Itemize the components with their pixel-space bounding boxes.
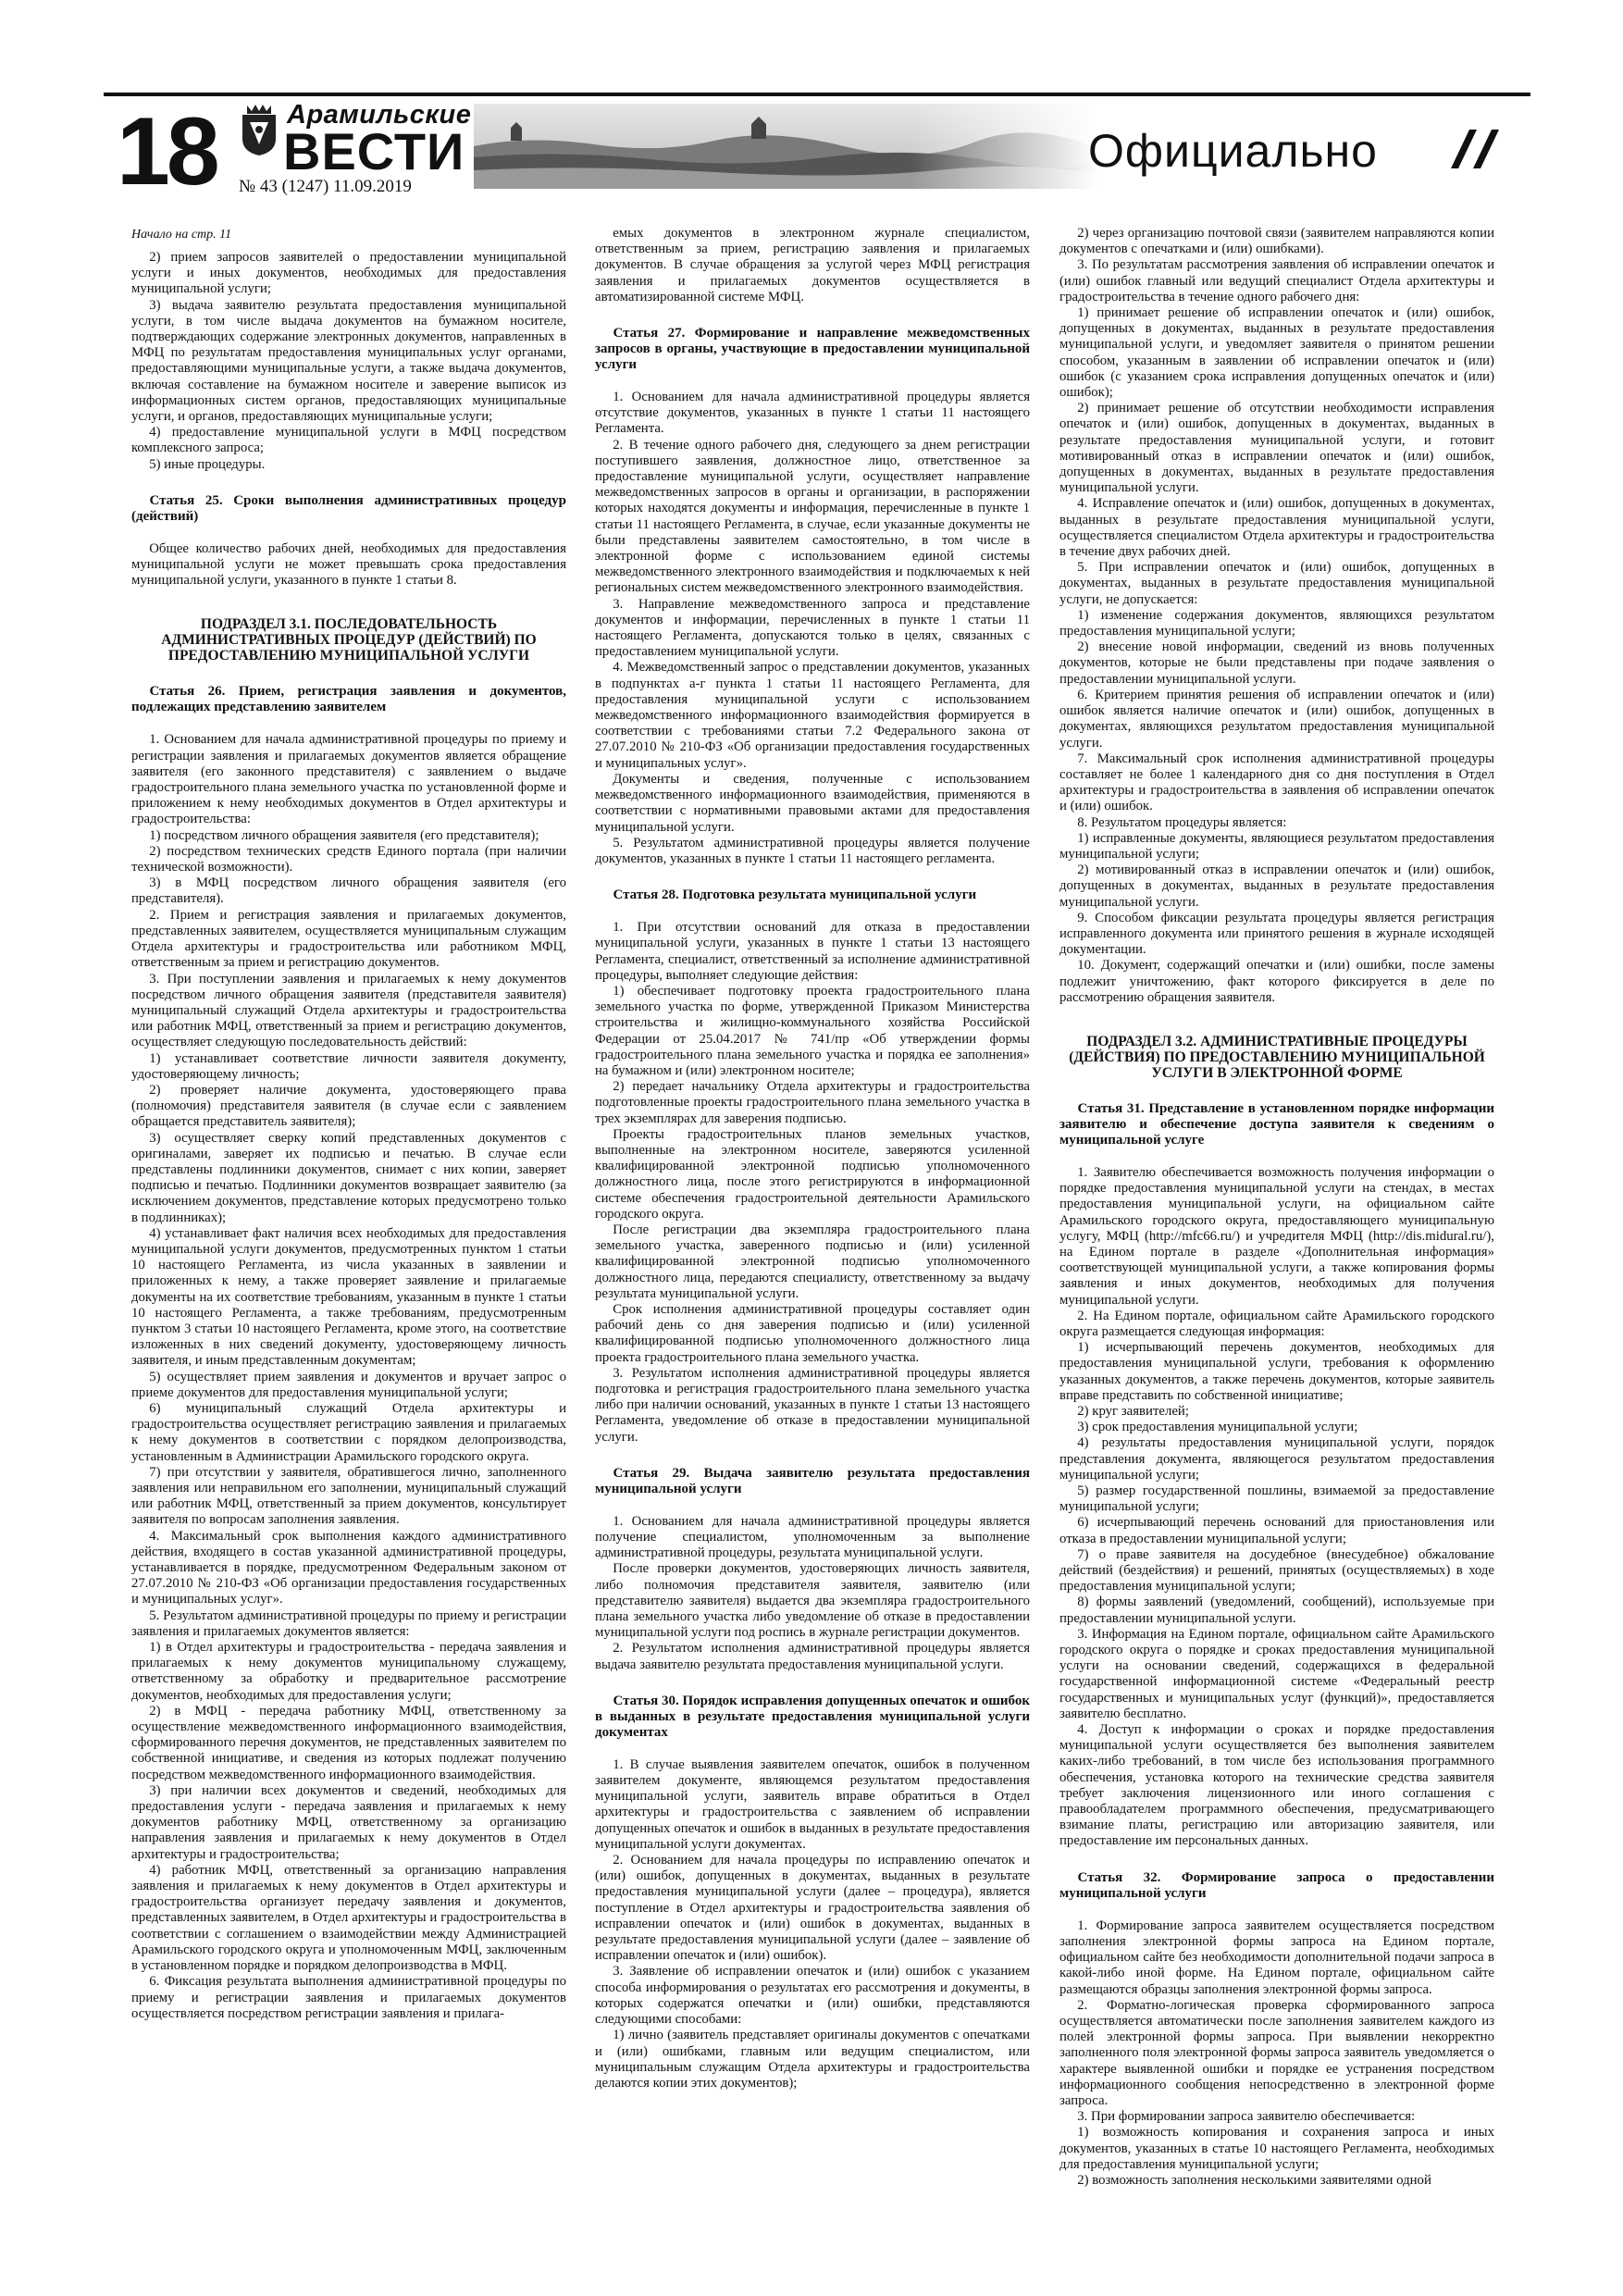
paragraph: 2) возможность заполнения несколькими заявителями одной: [1077, 2172, 1431, 2188]
paragraph: 4. Исправление опечаток и (или) ошибок, допущенных в документах, выданных в результате предоставления муниципальной услуги, осуществляется специалистом Отдела архитектуры и градостроительства в течение двух рабочих дней.: [1059, 496, 1494, 560]
paragraph: 3) выдача заявителю результата предоставления муниципальной услуги, в том числе выдача документов на бумажном носителе, подтверждающих содержание электронных документов, направленных в МФЦ по результатам предоставления муниципальных услуг органами, предоставляющими муниципальные услуги, а также выдача документов, включая составление на бумажном носителе и заверение выписок из информационных систем органов, предоставляющих муниципальные услуги, и органов, предоставляющих муниципальные услуги;: [131, 297, 566, 425]
paragraph: 1. В случае выявления заявителем опечаток, ошибок в полученном заявителем документе, являющемся результатом предоставления муниципальной услуги, заявитель вправе обратиться в Отдел архитектуры и градостроительства с заявлением об исправлении допущенных опечаток и ошибок в выданных в результате предоставления муниципальной услуги документах.: [595, 1756, 1030, 1852]
paragraph: 5) иные процедуры.: [149, 456, 266, 472]
coat-of-arms-icon: [239, 102, 279, 157]
paragraph: 3) срок предоставления муниципальной услуги;: [1077, 1420, 1358, 1435]
paragraph: 4. Межведомственный запрос о представлении документов, указанных в подпунктах а-г пункта 1 статьи 11 настоящего Регламента, для предоставления муниципальной услуги с использованием межведомственного информационного взаимодействия формируется в соответствии с требованиями статьи 7.2 Федерального закона от 27.07.2010 № 210-ФЗ «Об организации предоставления государственных и муниципальных услуг».: [595, 660, 1030, 771]
paragraph: 7. Максимальный срок исполнения административной процедуры составляет не более 1 календарного дня со дня поступления в Отдел архитектуры и градостроительства в заявления об исправлении опечаток и (или) ошибок.: [1059, 751, 1494, 814]
article-heading: Статья 30. Порядок исправления допущенных опечаток и ошибок в выданных в результате предоставления муниципальной услуги документах: [595, 1693, 1030, 1740]
paragraph: 1. Формирование запроса заявителем осуществляется посредством заполнения электронной формы запроса на Едином портале, официальном сайте без необходимости дополнительной подачи запроса в какой-либо иной форме. На Едином портале, официальном сайте размещаются образцы заполнения электронной формы запроса.: [1059, 1917, 1494, 1997]
paragraph: 1) исчерпывающий перечень документов, необходимых для предоставления муниципальной услуги, требования к оформлению указанных документов, а также перечень документов, которые заявитель вправе представить по собственной инициативе;: [1059, 1340, 1494, 1403]
paragraph: 2. На Едином портале, официальном сайте Арамильского городского округа размещается следующая информация:: [1059, 1308, 1494, 1339]
paragraph: 4) устанавливает факт наличия всех необходимых для предоставления муниципальной услуги документов, предусмотренных пунктом 1 статьи 10 настоящего Регламента, из числа указанных в заявлении и приложенных к нему, а также проверяет заявление и прилагаемые документы на их соответствие требованиям, указанным в пункте 1 статьи 10 настоящего Регламента, а также требованиям, предусмотренным пунктом 3 статьи 10 настоящего Регламента, кроме этого, на соответствие изложенных в них сведений документу, удостоверяющему личность заявителя, и иным представленным документам;: [131, 1225, 566, 1369]
paragraph: 1) принимает решение об исправлении опечаток и (или) ошибок, допущенных в документах, выданных в результате предоставления муниципальной услуги, и уведомляет заявителя о принятом решении способом, указанным в заявлении об исправлении опечаток и (или) ошибок (с указанием срока исправления допущенных опечаток и (или) ошибок);: [1059, 305, 1494, 401]
paragraph: 6) исчерпывающий перечень оснований для приостановления или отказа в предоставлении муниципальной услуги;: [1059, 1515, 1494, 1546]
paragraph: 8) формы заявлений (уведомлений, сообщений), используемые при предоставлении муниципальной услуги.: [1059, 1595, 1494, 1626]
paragraph: 4) работник МФЦ, ответственный за организацию направления заявления и прилагаемых к нему документов в Отдел архитектуры и градостроительства организует передачу заявления и документов, представленных заявителем, в Отдел архитектуры и градостроительства в соответствии с соглашением о взаимодействии между Администрацией Арамильского городского округа и уполномоченным МФЦ, заключенным в установленном порядке и порядком делопроизводства в МФЦ.: [131, 1862, 566, 1974]
paragraph: 1. Заявителю обеспечивается возможность получения информации о порядке предоставления муниципальной услуги на стендах, в местах предоставления муниципальной услуги, на официальном сайте Арамильского городского округа, предоставляющего муниципальную услугу, МФЦ (http://mfc66.ru/) и учредителя МФЦ (http://dis.midural.ru/), на Едином портале в разделе «Дополнительная информация» соответствующей муниципальной услуги, а также копирования формы заявления и иных документов, необходимых для получения муниципальной услуги.: [1059, 1164, 1494, 1308]
double-slash-icon: [1449, 128, 1505, 170]
paragraph: 1. Основанием для начала административной процедуры по приему и регистрации заявления и прилагаемых документов является обращение заявителя (его законного представителя) с заявлением о выдаче градостроительного плана земельного участка по установленной форме и приложением к нему необходимых документов в Отдел архитектуры и градостроительства:: [131, 732, 566, 827]
article-heading: Статья 29. Выдача заявителю результата предоставления муниципальной услуги: [595, 1465, 1030, 1496]
paragraph: 3) при наличии всех документов и сведений, необходимых для предоставления услуги - передача заявления и прилагаемых к нему документов работнику МФЦ, ответственному за организацию направления заявления и прилагаемых к нему документов в Отдел архитектуры и градостроительства;: [131, 1782, 566, 1862]
paragraph: После проверки документов, удостоверяющих личность заявителя, либо полномочия представителя заявителя, заявителю (или представителю заявителя) выдается два экземпляра градостроительного плана земельного участка либо уведомление об отказе в предоставлении муниципальной услуги под роспись в журнале регистрации документов.: [595, 1561, 1030, 1641]
paragraph: 2) в МФЦ - передача работнику МФЦ, ответственному за осуществление межведомственного информационного взаимодействия, сформированного перечня документов, не представленных заявителем по собственной инициативе, и сведения из которых подлежат получению посредством межведомственного информационного взаимодействия.: [131, 1703, 566, 1782]
paragraph: 2) мотивированный отказ в исправлении опечаток и (или) ошибок, допущенных в документах, выданных в результате предоставления муниципальной услуги.: [1059, 863, 1494, 910]
paragraph: Документы и сведения, полученные с использованием межведомственного информационного взаимодействия, применяются в соответствии с нормативными правовыми актами для предоставления муниципальной услуги.: [595, 771, 1030, 835]
paragraph: 6. Фиксация результата выполнения административной процедуры по приему и регистрации заявления и прилагаемых документов осуществляется посредством регистрации заявления и прилага-: [131, 1974, 566, 2021]
brand-subtitle: Арамильские: [287, 100, 472, 130]
paragraph: 3. При поступлении заявления и прилагаемых к нему документов посредством личного обращения заявителя (представителя заявителя) муниципальный служащий Отдела архитектуры и градостроительства или работник МФЦ, ответственный за прием и регистрацию документов, осуществляет следующую последовательность действий:: [131, 971, 566, 1050]
paragraph: Проекты градостроительных планов земельных участков, выполненные на электронном носителе, заверяются усиленной квалифицированной электронной подписью уполномоченного должностного лица, после этого регистрируются в информационной системе обеспечения градостроительной деятельности Арамильского городского округа.: [595, 1126, 1030, 1222]
paragraph: 1. Основанием для начала административной процедуры является получение специалистом, уполномоченным за выполнение административной процедуры, результата муниципальной услуги.: [595, 1513, 1030, 1561]
article-heading: Статья 27. Формирование и направление межведомственных запросов в органы, участвующие в предоставлении муниципальной услуги: [595, 326, 1030, 373]
paragraph: 5. Результатом административной процедуры является получение документов, указанных в пункте 1 статьи 11 настоящего регламента.: [595, 835, 1030, 866]
paragraph: 4) предоставление муниципальной услуги в МФЦ посредством комплексного запроса;: [131, 425, 566, 456]
paragraph: 3) в МФЦ посредством личного обращения заявителя (его представителя).: [131, 875, 566, 907]
article-column-2: [595, 226, 1030, 2091]
paragraph: 3. При формировании запроса заявителю обеспечивается:: [1077, 2109, 1416, 2125]
paragraph: 1) исправленные документы, являющиеся результатом предоставления муниципальной услуги;: [1059, 830, 1494, 862]
paragraph: 6. Критерием принятия решения об исправлении опечаток и (или) ошибок является наличие опечаток и (или) ошибок, допущенных в документах, являющихся результатом предоставления муниципальной услуги.: [1059, 687, 1494, 751]
paragraph: 6) муниципальный служащий Отдела архитектуры и градостроительства осуществляет регистрацию заявления и прилагаемых к нему документов в соответствии с порядком делопроизводства, установленным в Администрации Арамильского городского округа.: [131, 1400, 566, 1464]
article-heading: Статья 25. Сроки выполнения административных процедур (действий): [131, 492, 566, 524]
subsection-heading: ПОДРАЗДЕЛ 3.1. ПОСЛЕДОВАТЕЛЬНОСТЬ АДМИНИСТРАТИВНЫХ ПРОЦЕДУР (ДЕЙСТВИЙ) ПО ПРЕДОСТАВЛЕНИЮ МУНИЦИПАЛЬНОЙ УСЛУГИ: [161, 616, 537, 664]
paragraph: 3. Результатом исполнения административной процедуры является подготовка и регистрация градостроительного плана земельного участка либо при наличии оснований, указанных в пункте 1 статьи 13 настоящего Регламента, уведомление об отказе в предоставлении муниципальной услуги.: [595, 1365, 1030, 1445]
page-number: 18: [117, 98, 217, 205]
paragraph: 7) о праве заявителя на досудебное (внесудебное) обжалование действий (бездействия) и решений, принятых (осуществляемых) в ходе предоставления муниципальной услуги;: [1059, 1546, 1494, 1595]
paragraph: 2) через организацию почтовой связи (заявителем направляются копии документов с опечатками и (или) ошибками).: [1059, 226, 1494, 257]
paragraph: 2. Результатом исполнения административной процедуры является выдача заявителю результата предоставления муниципальной услуги.: [595, 1641, 1030, 1672]
continued-note: Начало на стр. 11: [131, 228, 232, 242]
article-column-1: [131, 250, 566, 2022]
paragraph: 2. В течение одного рабочего дня, следующего за днем регистрации поступившего заявления, должностное лицо, ответственное за предоставление муниципальной услуги, осуществляет направление межведомственных запросов в органы и организации, в распоряжении которых находятся документы и информация, перечисленные в пункте 1 статьи 11 настоящего Регламента, в случае, если указанные документы не были представлены заявителем самостоятельно, в том числе в электронной форме с использованием единой системы межведомственного электронного взаимодействия и подключаемых к ней региональных систем межведомственного электронного взаимодействия.: [595, 437, 1030, 596]
paragraph: емых документов в электронном журнале специалистом, ответственным за прием, регистрацию заявления и прилагаемых документов. В случае обращения за услугой через МФЦ регистрация заявления и прилагаемых документов осуществляется в автоматизированной системе МФЦ.: [595, 226, 1030, 304]
paragraph: 2) прием запросов заявителей о предоставлении муниципальной услуги и иных документов, необходимых для предоставления муниципальной услуги;: [131, 250, 566, 297]
paragraph: 1) возможность копирования и сохранения запроса и иных документов, указанных в статье 10 настоящего Регламента, необходимых для предоставления муниципальной услуги;: [1059, 2125, 1494, 2172]
paragraph: 2) проверяет наличие документа, удостоверяющего права (полномочия) представителя заявителя (в случае если с заявлением обращается представитель заявителя);: [131, 1082, 566, 1130]
paragraph: 5) размер государственной пошлины, взимаемой за предоставление муниципальной услуги;: [1059, 1483, 1494, 1515]
paragraph: 2) внесение новой информации, сведений из вновь полученных документов, которые не были представлены при подаче заявления о предоставлении муниципальной услуги.: [1059, 639, 1494, 687]
paragraph: 5. Результатом административной процедуры по приему и регистрации заявления и прилагаемых документов является:: [131, 1607, 566, 1639]
paragraph: 2) посредством технических средств Единого портала (при наличии технической возможности).: [131, 843, 566, 875]
paragraph: 1) изменение содержания документов, являющихся результатом предоставления муниципальной услуги;: [1059, 607, 1494, 639]
paragraph: 1) лично (заявитель представляет оригиналы документов с опечатками и (или) ошибками, главным или ведущим специалистом, или муниципальным служащим Отдела архитектуры и градостроительства делаются копии этих документов);: [595, 2028, 1030, 2091]
paragraph: 1) устанавливает соответствие личности заявителя документу, удостоверяющему личность;: [131, 1050, 566, 1082]
paragraph: 3. Информация на Едином портале, официальном сайте Арамильского городского округа о порядке и сроках предоставления муниципальной услуги на основании сведений, содержащихся в федеральной государственной информационной системе «Федеральный реестр государственных и муниципальных услуг (функций)», предоставляется заявителю бесплатно.: [1059, 1626, 1494, 1721]
paragraph: 3) осуществляет сверку копий представленных документов с оригиналами, заверяет их подписью и печатью. В случае если представлены подлинники документов, снимает с них копии, заверяет подписью и печатью. Подлинники документов возвращает заявителю (за исключением документов, представление которых предусмотрено только в подлинниках);: [131, 1130, 566, 1225]
paragraph: 2) круг заявителей;: [1077, 1404, 1189, 1419]
paragraph: 2. Основанием для начала процедуры по исправлению опечаток и (или) ошибок, допущенных в документах, выданных в результате предоставления муниципальной услуги (далее – процедура), является поступление в Отдел архитектуры и градостроительства заявления об исправлении опечаток и (или) ошибок в документах, выданных в результате предоставления муниципальной услуги (далее – заявление об исправлении опечаток и (или) ошибок).: [595, 1853, 1030, 1964]
paragraph: 2. Прием и регистрация заявления и прилагаемых документов, представленных заявителем, осуществляется муниципальным служащим Отдела архитектуры и градостроительства или работником МФЦ, ответственным за прием и регистрацию документов.: [131, 907, 566, 971]
paragraph: 2) принимает решение об отсутствии необходимости исправления опечаток и (или) ошибок, допущенных в документах, выданных в результате предоставления муниципальной услуги, и готовит мотивированный отказ в исправлении опечаток и (или) ошибок, допущенных в документах, выданных в результате предоставления муниципальной услуги.: [1059, 401, 1494, 496]
paragraph: 1. Основанием для начала административной процедуры является отсутствие документов, указанных в пункте 1 статьи 11 настоящего Регламента.: [595, 390, 1030, 437]
paragraph: 2. Форматно-логическая проверка сформированного запроса осуществляется автоматически после заполнения заявителем каждого из полей электронной формы запроса. При выявлении некорректно заполненного поля электронной формы запроса заявитель уведомляется о характере выявленной ошибки и порядке ее устранения посредством информационного сообщения непосредственно в электронной форме запроса.: [1059, 1997, 1494, 2108]
article-heading: Статья 31. Представление в установленном порядке информации заявителю и обеспечение доступа заявителя к сведениям о муниципальной услуге: [1059, 1100, 1494, 1148]
paragraph: 1) обеспечивает подготовку проекта градостроительного плана земельного участка по форме, утвержденной Приказом Министерства строительства и жилищно-коммунального хозяйства Российской Федерации от 25.04.2017 № 741/пр «Об утверждении формы градостроительного плана земельного участка и порядка ее заполнения» на бумажном и (или) электронном носителе;: [595, 983, 1030, 1078]
paragraph: 1. При отсутствии оснований для отказа в предоставлении муниципальной услуги, указанных в пункте 1 статьи 13 настоящего Регламента, специалист, ответственный за исполнение административной процедуры, выполняет следующие действия:: [595, 920, 1030, 983]
paragraph: 10. Документ, содержащий опечатки и (или) ошибки, после замены подлежит уничтожению, факт которого фиксируется в деле по рассмотрению обращения заявителя.: [1059, 958, 1494, 1005]
paragraph: 4. Доступ к информации о сроках и порядке предоставления муниципальной услуги осуществляется без выполнения заявителем каких-либо требований, в том числе без использования программного обеспечения, установка которого на технические средства заявителя требует заключения лицензионного или иного соглашения с правообладателем программного обеспечения, предусматривающего взимание платы, регистрацию или авторизацию заявителя, или предоставление им персональных данных.: [1059, 1722, 1494, 1849]
article-heading: Статья 32. Формирование запроса о предоставлении муниципальной услуги: [1059, 1869, 1494, 1901]
header-rule: [104, 93, 1530, 96]
header-photo: [474, 104, 1097, 189]
paragraph: 4) результаты предоставления муниципальной услуги, порядок представления документа, являющегося результатом предоставления муниципальной услуги;: [1059, 1435, 1494, 1483]
paragraph: 1) посредством личного обращения заявителя (его представителя);: [149, 827, 539, 843]
paragraph: 4. Максимальный срок выполнения каждого административного действия, входящего в состав указанной административной процедуры, устанавливается в порядке, предусмотренном Федеральным законом от 27.07.2010 № 210-ФЗ «Об организации предоставления государственных и муниципальных услуг».: [131, 1528, 566, 1607]
paragraph: 1) в Отдел архитектуры и градостроительства - передача заявления и прилагаемых к нему документов муниципальному служащему, ответственному за обработку и предварительное рассмотрение документов, необходимых для предоставления услуги;: [131, 1640, 566, 1703]
paragraph: 3. Заявление об исправлении опечаток и (или) ошибок с указанием способа информирования о результатах его рассмотрения и документы, в которых содержатся опечатки и (или) ошибки, представляются следующими способами:: [595, 1964, 1030, 2028]
paragraph: 5) осуществляет прием заявления и документов и вручает запрос о приеме документов для предоставления муниципальной услуги;: [131, 1369, 566, 1400]
paragraph: Срок исполнения административной процедуры составляет один рабочий день со дня заверения подписью и (или) усиленной квалифицированной подписью уполномоченного должностного лица проекта градостроительного плана земельного участка.: [595, 1301, 1030, 1365]
paragraph: 8. Результатом процедуры является:: [1077, 814, 1287, 830]
paragraph: 9. Способом фиксации результата процедуры является регистрация исправленного документа или принятого решения в журнале исходящей документации.: [1059, 910, 1494, 958]
section-title: Официально: [1088, 125, 1378, 177]
paragraph: После регистрации два экземпляра градостроительного плана земельного участка, заверенного подписью и (или) усиленной квалифицированной электронной подписью уполномоченного должностного лица, передаются специалисту, ответственному за выдачу результата муниципальной услуги.: [595, 1222, 1030, 1301]
paragraph: 7) при отсутствии у заявителя, обратившегося лично, заполненного заявления или неправильном его заполнении, муниципальный служащий или работник МФЦ, ответственный за прием документов, консультирует заявителя по вопросам заполнения заявления.: [131, 1464, 566, 1528]
paragraph: 3. Направление межведомственного запроса и представление документов и информации, перечисленных в пункте 1 статьи 11 настоящего Регламента, допускаются только в целях, связанных с предоставлением муниципальной услуги.: [595, 596, 1030, 660]
paragraph: Общее количество рабочих дней, необходимых для предоставления муниципальной услуги не может превышать срока предоставления муниципальной услуги, указанного в пункте 1 статьи 8.: [131, 540, 566, 589]
paragraph: 5. При исправлении опечаток и (или) ошибок, допущенных в документах, выданных в результате предоставления муниципальной услуги, не допускается:: [1059, 560, 1494, 607]
paragraph: 2) передает начальнику Отдела архитектуры и градостроительства подготовленные проекты градостроительного плана земельного участка в трех экземплярах для заверения подписью.: [595, 1079, 1030, 1126]
article-heading: Статья 26. Прием, регистрация заявления и документов, подлежащих представлению заявителем: [131, 684, 566, 715]
brand-title: ВЕСТИ: [283, 122, 465, 180]
article-heading: Статья 28. Подготовка результата муниципальной услуги: [613, 887, 977, 903]
subsection-heading: ПОДРАЗДЕЛ 3.2. АДМИНИСТРАТИВНЫЕ ПРОЦЕДУРЫ (ДЕЙСТВИЯ) ПО ПРЕДОСТАВЛЕНИЮ МУНИЦИПАЛЬНОЙ УСЛУГИ В ЭЛЕКТРОННОЙ ФОРМЕ: [1069, 1033, 1485, 1081]
issue-info: № 43 (1247) 11.09.2019: [239, 177, 412, 196]
paragraph: 3. По результатам рассмотрения заявления об исправлении опечаток и (или) ошибок главный или ведущий специалист Отдела архитектуры и градостроительства в течение одного рабочего дня:: [1059, 257, 1494, 304]
article-column-3: [1059, 226, 1494, 2189]
